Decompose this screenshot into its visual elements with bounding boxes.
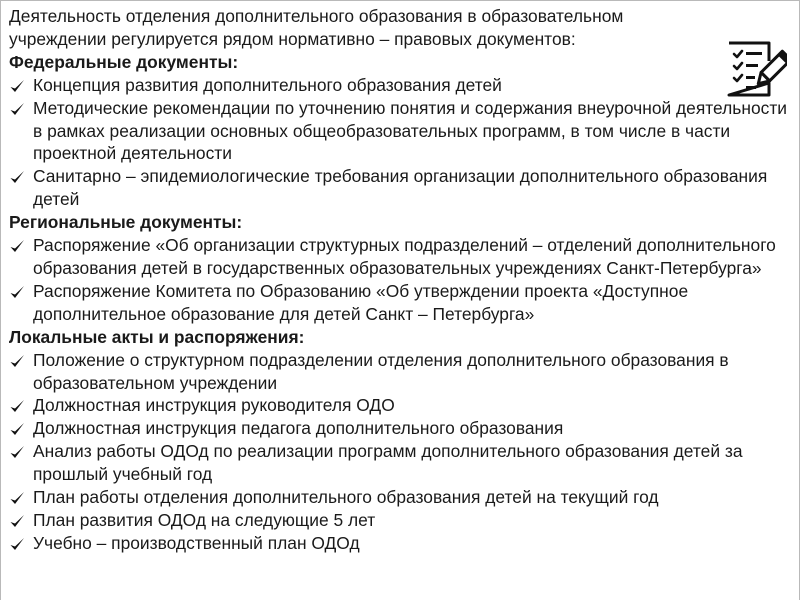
checkmark-icon bbox=[9, 78, 25, 94]
list-item bbox=[9, 509, 795, 532]
list-item bbox=[9, 486, 795, 509]
checkmark-icon bbox=[9, 101, 25, 117]
section-heading: Региональные документы: bbox=[9, 212, 243, 233]
list-item-text: План работы отделения дополнительного образования детей на текущий год bbox=[33, 487, 659, 508]
list-item-text: Санитарно – эпидемиологические требования организации дополнительного образования детей bbox=[33, 166, 768, 210]
list-item bbox=[9, 165, 795, 211]
list-item bbox=[9, 394, 795, 417]
document-list bbox=[9, 74, 795, 211]
section-regional bbox=[9, 211, 795, 326]
section-heading: Локальные акты и распоряжения: bbox=[9, 326, 305, 347]
section-heading: Федеральные документы: bbox=[9, 51, 239, 72]
list-item-text: Методические рекомендации по уточнению понятия и содержания внеурочной деятельности в рамках реализации основных общеобразовательных программ, в том числе в части проектной деятельности bbox=[33, 97, 787, 164]
list-item bbox=[9, 440, 795, 486]
list-item-text: Должностная инструкция руководителя ОДО bbox=[33, 395, 395, 416]
list-item-text: Анализ работы ОДОд по реализации программ дополнительного образования детей за прошлый учебный год bbox=[33, 441, 743, 485]
checkmark-icon bbox=[9, 238, 25, 254]
checkmark-icon bbox=[9, 284, 25, 300]
list-item-text: Концепция развития дополнительного образования детей bbox=[33, 74, 502, 95]
list-item-text: Положение о структурном подразделении отделения дополнительного образования в образовательном учреждении bbox=[33, 349, 729, 393]
list-item bbox=[9, 349, 795, 395]
checkmark-icon bbox=[9, 353, 25, 369]
document-list bbox=[9, 349, 795, 555]
checkmark-icon bbox=[9, 490, 25, 506]
list-item bbox=[9, 532, 795, 555]
list-item-text: Должностная инструкция педагога дополнительного образования bbox=[33, 418, 564, 439]
intro-text: Деятельность отделения дополнительного образования в образовательном учреждении регулируется рядом нормативно – правовых документов: bbox=[9, 6, 624, 49]
document-list bbox=[9, 234, 795, 326]
checkmark-icon bbox=[9, 398, 25, 414]
list-item bbox=[9, 280, 795, 326]
list-item bbox=[9, 97, 795, 166]
checkmark-icon bbox=[9, 169, 25, 185]
checkmark-icon bbox=[9, 421, 25, 437]
section-local bbox=[9, 326, 795, 555]
list-item-text: Учебно – производственный план ОДОд bbox=[33, 532, 360, 553]
checkmark-icon bbox=[9, 444, 25, 460]
list-item bbox=[9, 417, 795, 440]
list-item bbox=[9, 74, 795, 97]
list-item bbox=[9, 234, 795, 280]
list-item-text: Распоряжение «Об организации структурных подразделений – отделений дополнительного образования детей в государственных образовательных учреждениях Санкт-Петербурга» bbox=[33, 235, 776, 278]
checkmark-icon bbox=[9, 513, 25, 529]
checkmark-icon bbox=[9, 536, 25, 552]
section-federal bbox=[9, 51, 795, 211]
slide-content bbox=[9, 5, 795, 555]
list-item-text: План развития ОДОд на следующие 5 лет bbox=[33, 509, 376, 530]
list-item-text: Распоряжение Комитета по Образованию «Об утверждении проекта «Доступное дополнительное образование для детей Санкт – Петербурга» bbox=[33, 280, 689, 324]
